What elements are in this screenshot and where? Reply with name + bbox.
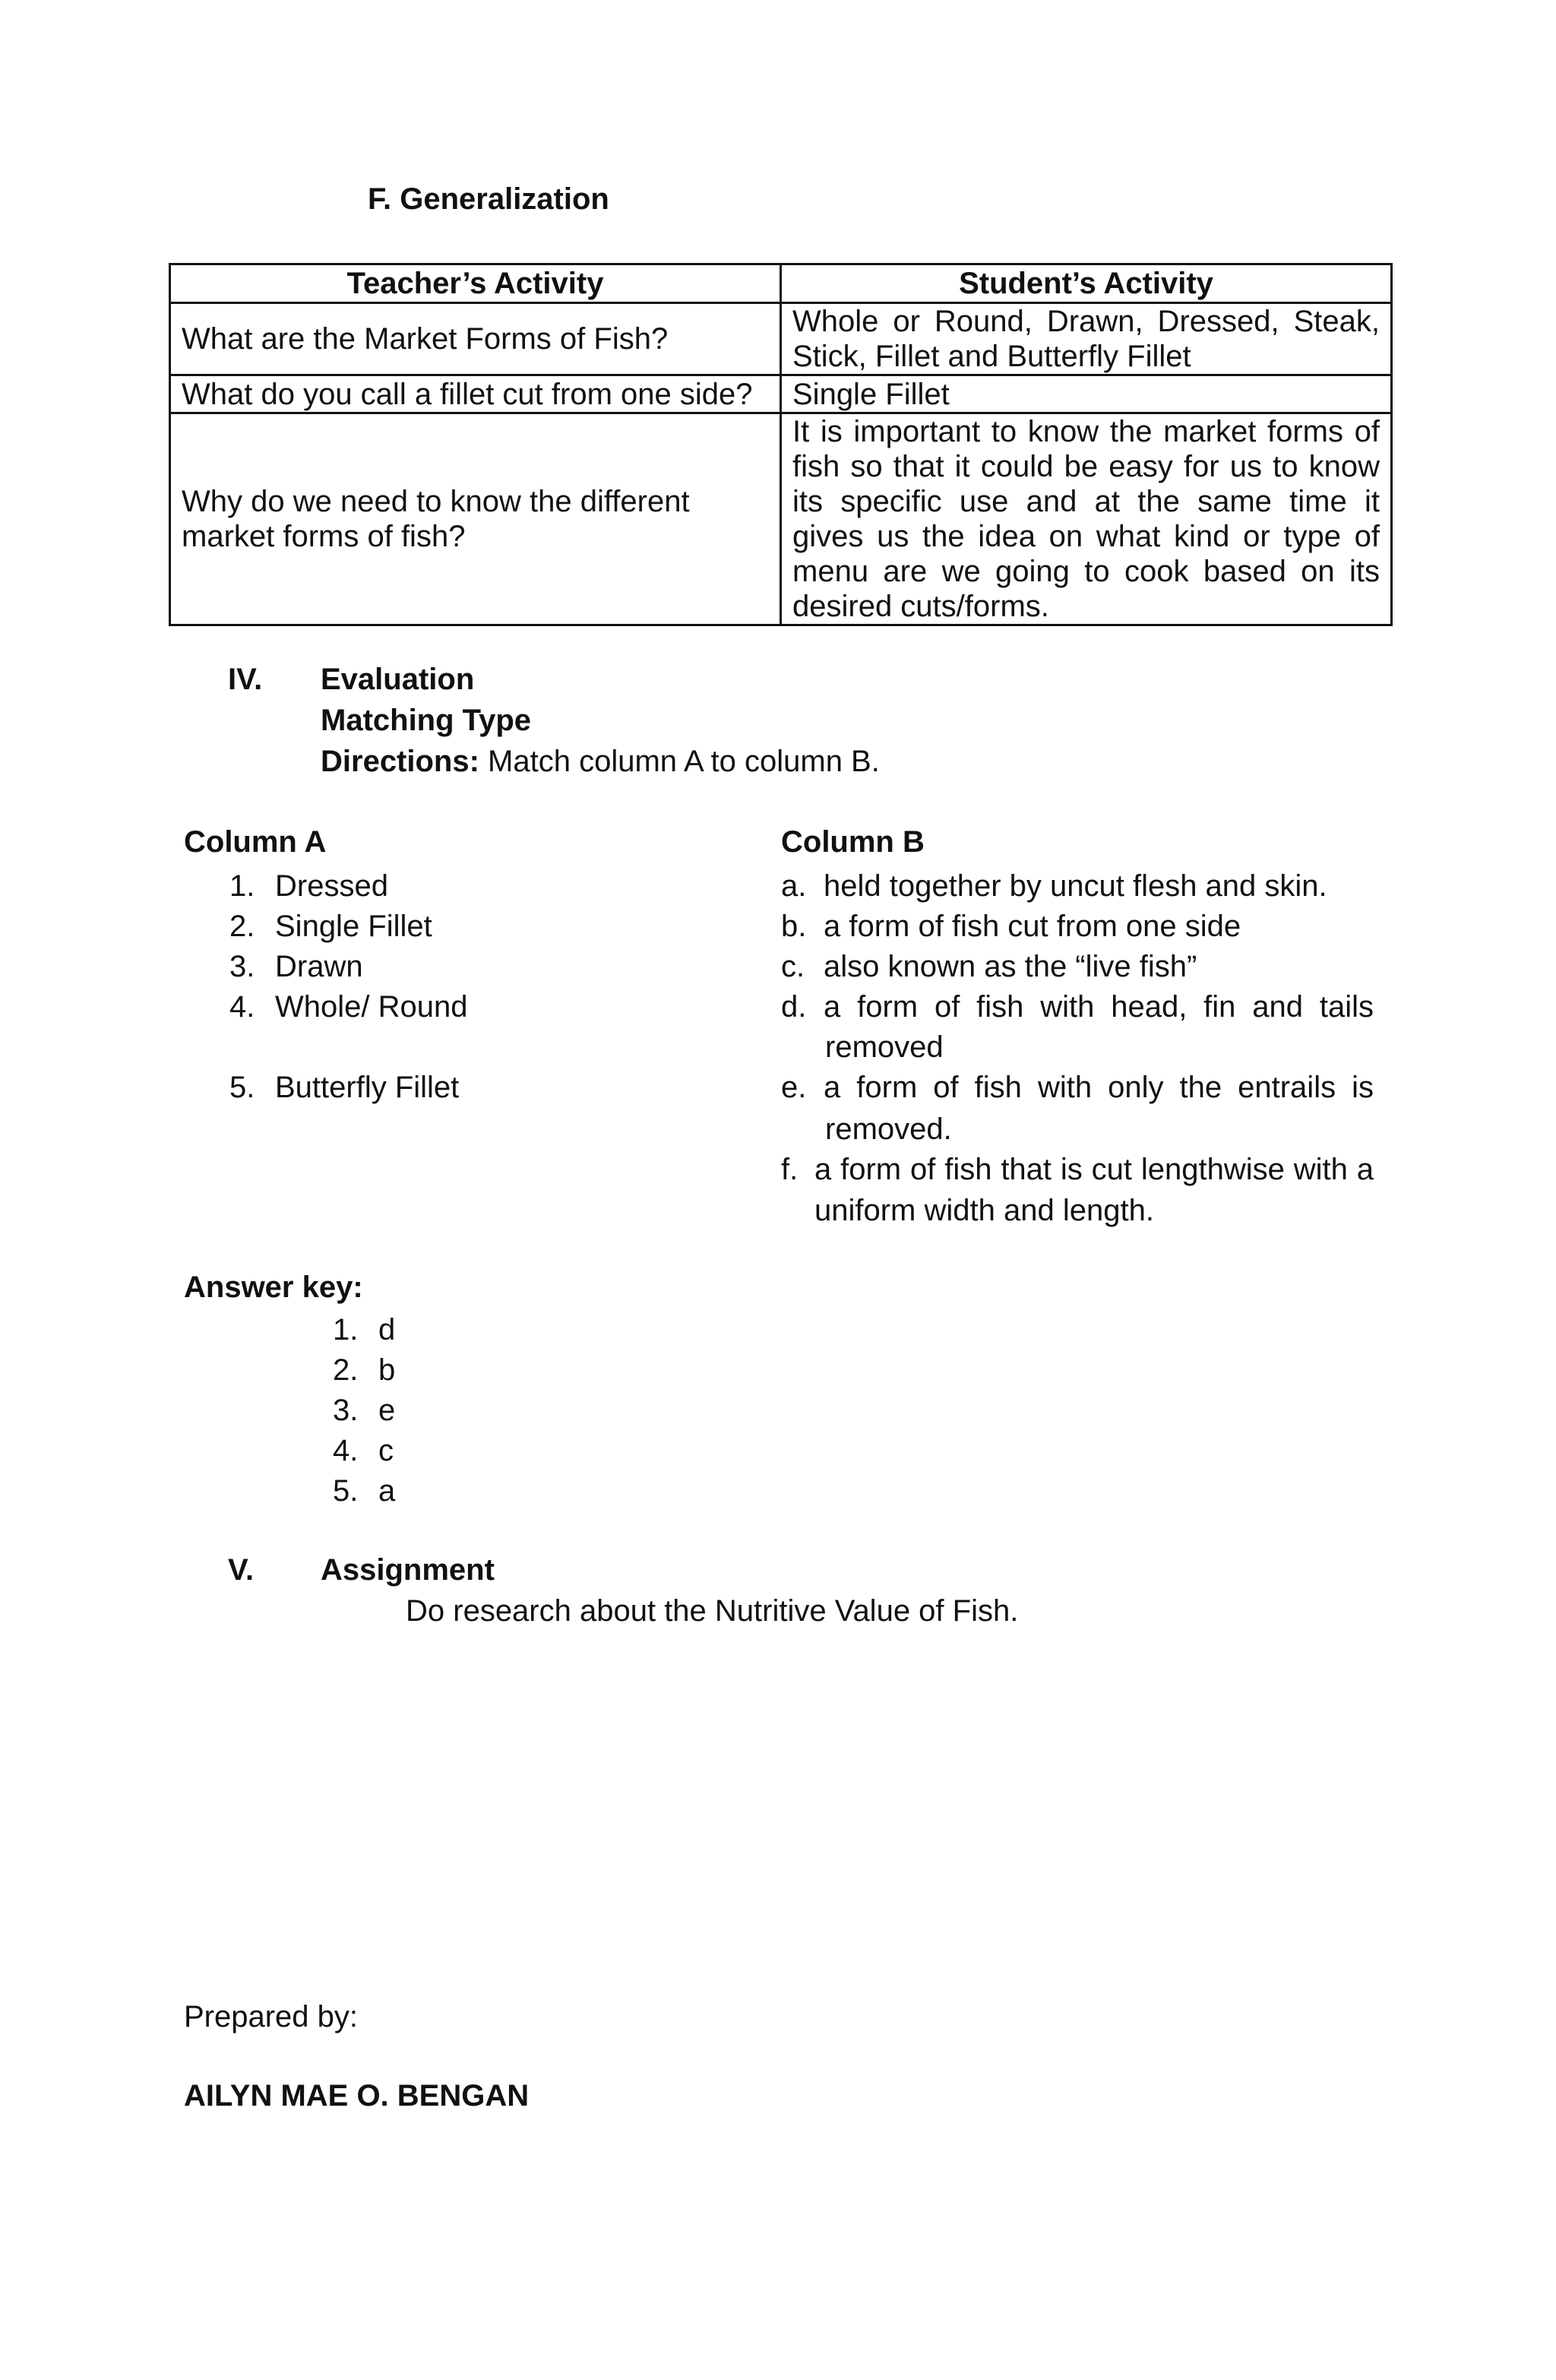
table-row <box>170 303 1392 375</box>
section-numeral-evaluation: IV. <box>228 663 263 696</box>
header-students-activity: Student’s Activity <box>781 264 1392 303</box>
assignment-text: Do research about the Nutritive Value of Fish. <box>406 1594 1019 1628</box>
student-answer: Whole or Round, Drawn, Dressed, Steak, Stick, Fillet and Butterfly Fillet <box>781 303 1392 375</box>
section-numeral-assignment: V. <box>228 1553 255 1587</box>
student-answer: It is important to know the market forms of fish so that it could be easy for us to know its specific use and at the same time it gives us the idea on what kind or type of menu are we going to cook based on its desired cuts/forms. <box>781 413 1392 625</box>
teacher-question: Why do we need to know the different market forms of fish? <box>170 413 781 625</box>
header-teachers-activity: Teacher’s Activity <box>170 264 781 303</box>
directions-text: Match column A to column B. <box>479 745 880 778</box>
list-item: 1. d <box>333 1313 396 1347</box>
preparer-name: AILYN MAE O. BENGAN <box>184 2079 530 2113</box>
list-item: 5. a <box>333 1474 396 1508</box>
list-item: 2. b <box>333 1353 396 1387</box>
directions <box>321 743 880 780</box>
student-answer: Single Fillet <box>781 375 1392 413</box>
table-row <box>170 413 1392 625</box>
section-title-evaluation: Evaluation <box>321 663 475 696</box>
list-item: 2. Single Fillet <box>229 910 432 943</box>
answer-key-heading: Answer key: <box>184 1271 363 1304</box>
list-item: 4. Whole/ Round <box>229 990 468 1024</box>
teacher-question: What do you call a fillet cut from one side? <box>170 375 781 413</box>
list-item: 4. c <box>333 1434 394 1467</box>
list-item: 1. Dressed <box>229 869 388 903</box>
subtitle-matching-type: Matching Type <box>321 704 532 737</box>
table-header-row <box>170 264 1392 303</box>
section-title-assignment: Assignment <box>321 1553 495 1587</box>
list-item: 5. Butterfly Fillet <box>229 1071 460 1104</box>
column-b-heading: Column B <box>781 825 925 859</box>
table-row <box>170 375 1392 413</box>
section-heading-generalization: F. Generalization <box>368 182 609 216</box>
teacher-question: What are the Market Forms of Fish? <box>170 303 781 375</box>
list-item: 3. e <box>333 1394 396 1427</box>
generalization-table <box>169 263 1393 626</box>
directions-label: Directions: <box>321 745 479 778</box>
column-a-heading: Column A <box>184 825 327 859</box>
list-item: 3. Drawn <box>229 950 363 983</box>
prepared-by-label: Prepared by: <box>184 2000 359 2033</box>
